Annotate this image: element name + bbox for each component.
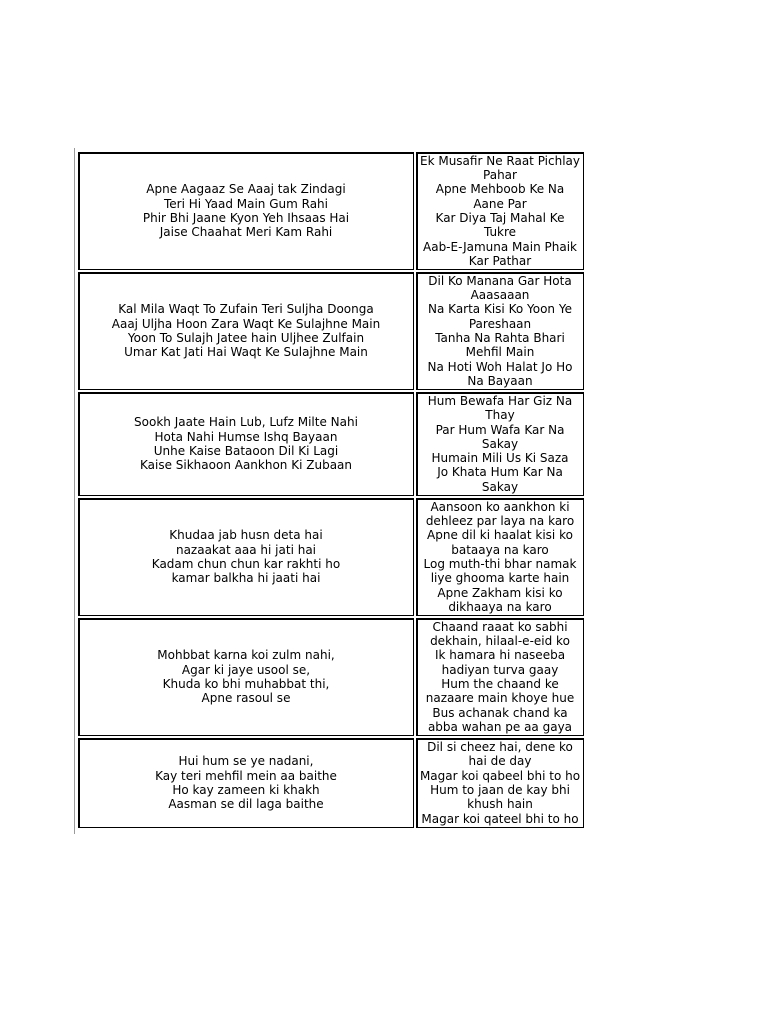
verse-line: Ek Musafir Ne Raat Pichlay Pahar	[420, 153, 580, 183]
verse-line: Dil si cheez hai, dene ko hai de day	[427, 740, 573, 769]
poem-cell-right	[416, 392, 584, 496]
verse-line: Aasman se dil laga baithe	[168, 797, 324, 812]
poem-cell-left	[78, 498, 414, 616]
verse-line: Log muth-thi bhar namak liye ghooma karte hain	[423, 557, 577, 586]
verse-line: Kal Mila Waqt To Zufain Teri Suljha Doonga	[118, 302, 374, 317]
table-left-rule	[74, 148, 75, 834]
table-row	[78, 152, 584, 270]
verse-line: Agar ki jaye usool se,	[181, 662, 311, 677]
verse-line: Jo Khata Hum Kar Na Sakay	[437, 465, 563, 494]
poetry-table	[76, 150, 586, 830]
verse-line: Yoon To Sulajh Jatee hain Uljhee Zulfain	[127, 331, 365, 345]
table-row	[78, 618, 584, 736]
verse-line: Apne rasoul se	[201, 691, 291, 706]
verse-line: Apne Zakham kisi ko dikhaaya na karo	[437, 585, 563, 614]
verse-line: nazaakat aaa hi jati hai	[175, 542, 317, 557]
table-row	[78, 272, 584, 390]
poem-cell-left	[78, 618, 414, 736]
verse-line: Hum to jaan de kay bhi khush hain	[430, 783, 570, 812]
table-row	[78, 738, 584, 828]
verse-line: Jaise Chaahat Meri Kam Rahi	[159, 225, 333, 240]
verse-line: Tanha Na Rahta Bhari Mehfil Main	[435, 331, 565, 360]
table-row	[78, 392, 584, 496]
verse-line: Phir Bhi Jaane Kyon Yeh Ihsaas Hai	[142, 211, 350, 225]
verse-line: Kar Diya Taj Mahal Ke Tukre	[435, 211, 565, 240]
verse-line: Ho kay zameen ki khakh	[172, 783, 320, 797]
verse-line: Na Karta Kisi Ko Yoon Ye Pareshaan	[428, 302, 572, 331]
verse-line: Chaand raaat ko sabhi dekhain, hilaal-e-eid ko	[430, 619, 570, 649]
verse-line: Kay teri mehfil mein aa baithe	[155, 768, 337, 783]
verse-line: Hum Bewafa Har Giz Na Thay	[427, 393, 573, 423]
verse-line: Khudaa jab husn deta hai	[169, 528, 323, 543]
poem-cell-right	[416, 152, 584, 270]
verse-line: Bus achanak chand ka abba wahan pe aa gaya	[427, 705, 573, 734]
verse-line: Mohbbat karna koi zulm nahi,	[157, 648, 335, 663]
verse-line: Humain Mili Us Ki Saza	[431, 451, 569, 466]
verse-line: Sookh Jaate Hain Lub, Lufz Milte Nahi	[134, 415, 358, 430]
verse-line: kamar balkha hi jaati hai	[171, 571, 321, 586]
verse-line: Na Hoti Woh Halat Jo Ho Na Bayaan	[427, 359, 573, 388]
poem-cell-right	[416, 618, 584, 736]
verse-line: Kadam chun chun kar rakhti ho	[151, 557, 341, 571]
verse-line: Hota Nahi Humse Ishq Bayaan	[154, 429, 338, 444]
verse-line: Teri Hi Yaad Main Gum Rahi	[164, 196, 328, 211]
verse-line: Aansoon ko aankhon ki dehleez par laya na karo	[425, 499, 575, 529]
poem-cell-right	[416, 738, 584, 828]
verse-line: Aaaj Uljha Hoon Zara Waqt Ke Sulajhne Main	[111, 316, 381, 331]
table-row	[78, 498, 584, 616]
verse-line: Dil Ko Manana Gar Hota Aaasaaan	[428, 273, 572, 303]
verse-line: Aab-E-Jamuna Main Phaik Kar Pathar	[423, 239, 577, 268]
verse-line: Kaise Sikhaoon Aankhon Ki Zubaan	[139, 458, 352, 473]
poem-cell-right	[416, 272, 584, 390]
verse-line: Par Hum Wafa Kar Na Sakay	[435, 422, 565, 451]
verse-line: Magar koi qateel bhi to ho	[421, 811, 579, 826]
verse-line: Khuda ko bhi muhabbat thi,	[162, 677, 330, 691]
verse-line: Umar Kat Jati Hai Waqt Ke Sulajhne Main	[124, 345, 368, 360]
verse-line: Unhe Kaise Bataoon Dil Ki Lagi	[153, 444, 339, 458]
poem-cell-left	[78, 738, 414, 828]
verse-line: Hui hum se ye nadani,	[178, 754, 314, 769]
poem-cell-left	[78, 272, 414, 390]
poem-cell-right	[416, 498, 584, 616]
verse-line: Apne Aagaaz Se Aaaj tak Zindagi	[146, 182, 346, 197]
poem-cell-left	[78, 392, 414, 496]
verse-line: Apne Mehboob Ke Na Aane Par	[435, 182, 565, 211]
verse-line: Hum the chaand ke nazaare main khoye hue	[425, 677, 575, 706]
poem-cell-left	[78, 152, 414, 270]
verse-line: Magar koi qabeel bhi to ho	[419, 768, 581, 783]
verse-line: Apne dil ki haalat kisi ko bataaya na karo	[427, 528, 573, 557]
verse-line: Ik hamara hi naseeba hadiyan turva gaay	[434, 648, 566, 677]
